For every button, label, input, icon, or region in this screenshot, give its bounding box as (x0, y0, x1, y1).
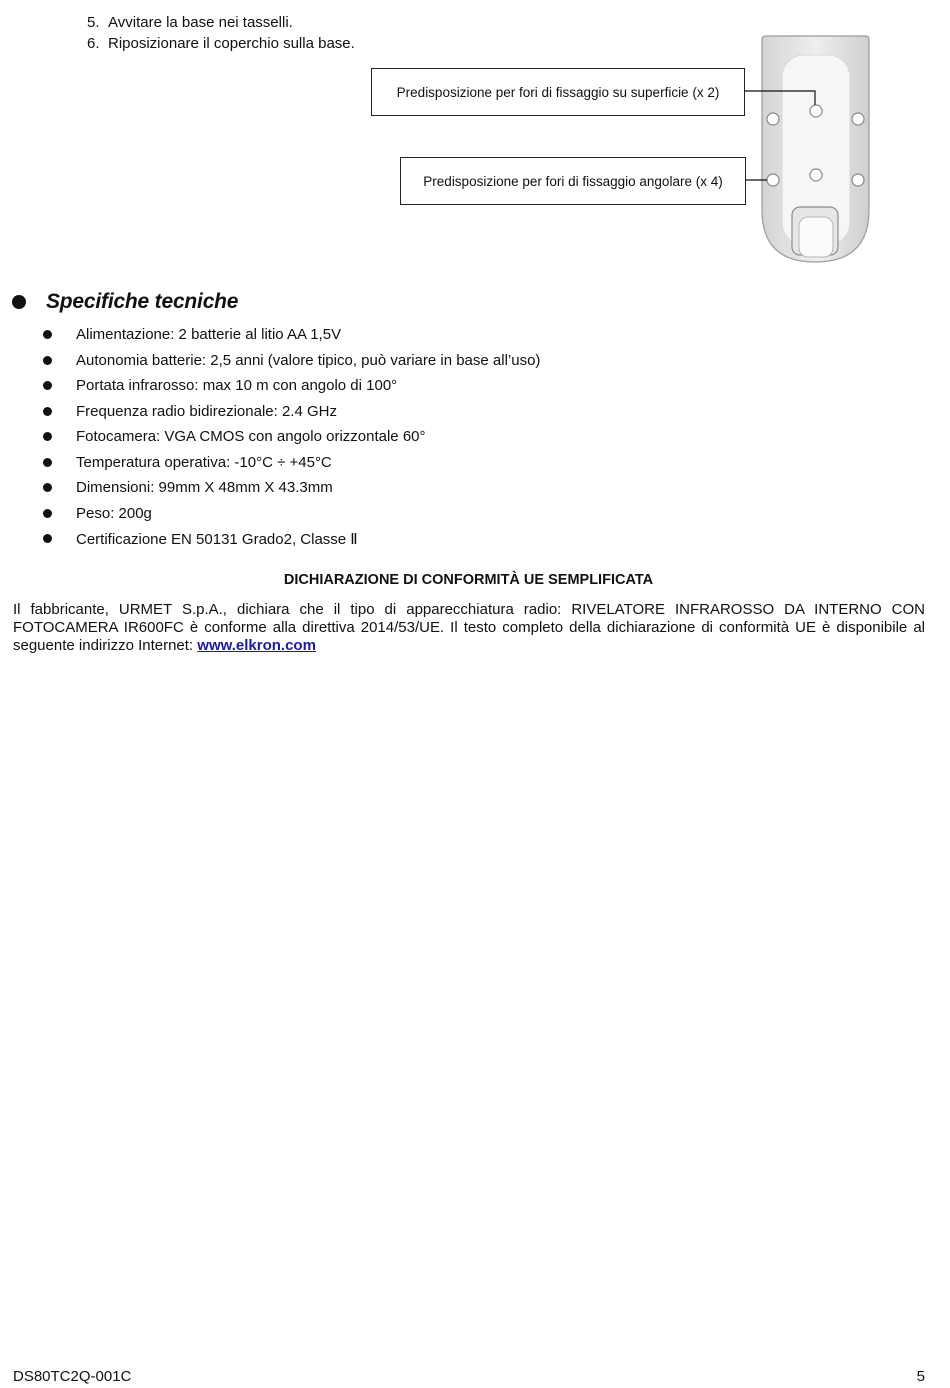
spec-item (43, 475, 540, 501)
bullet-icon (43, 458, 52, 467)
spec-text: Fotocamera: VGA CMOS con angolo orizzontale 60° (76, 428, 426, 446)
hole-corner-bottom-left (767, 174, 779, 186)
spec-text: Autonomia batterie: 2,5 anni (valore tipico, può variare in base all’uso) (76, 351, 541, 369)
spec-item (43, 501, 540, 527)
hole-surface-middle (810, 169, 822, 181)
spec-item (43, 450, 540, 476)
elkron-website-link[interactable]: www.elkron.com (197, 637, 316, 654)
specs-heading (12, 290, 238, 314)
spec-item (43, 348, 540, 374)
spec-text: Dimensioni: 99mm X 48mm X 43.3mm (76, 479, 333, 497)
hole-surface-top (810, 105, 822, 117)
specs-title: Specifiche tecniche (46, 290, 239, 313)
step-text: Avvitare la base nei tasselli. (108, 14, 293, 31)
spec-text: Temperatura operativa: -10°C ÷ +45°C (76, 453, 332, 471)
spec-text: Certificazione EN 50131 Grado2, Classe Ⅱ (76, 530, 358, 548)
battery-slot-inner (799, 217, 833, 257)
callout-corner-holes: Predisposizione per fori di fissaggio angolare (x 4) (400, 157, 746, 205)
callout-surface-holes: Predisposizione per fori di fissaggio su superficie (x 2) (371, 68, 745, 116)
spec-text: Frequenza radio bidirezionale: 2.4 GHz (76, 402, 337, 420)
bullet-icon (12, 295, 26, 309)
spec-text: Alimentazione: 2 batterie al litio AA 1,5V (76, 326, 342, 344)
bullet-icon (43, 432, 52, 441)
bullet-icon (43, 534, 52, 543)
step-number: 5. (87, 14, 100, 31)
bullet-icon (43, 509, 52, 518)
page-number: 5 (916, 1368, 925, 1385)
bullet-icon (43, 330, 52, 339)
bullet-icon (43, 407, 52, 416)
hole-corner-top-left (767, 113, 779, 125)
declaration-title: DICHIARAZIONE DI CONFORMITÀ UE SEMPLIFICATA (283, 572, 654, 588)
hole-corner-top-right (852, 113, 864, 125)
declaration-paragraph (13, 601, 925, 655)
spec-item (43, 373, 540, 399)
bullet-icon (43, 381, 52, 390)
spec-text: Portata infrarosso: max 10 m con angolo di 100° (76, 377, 398, 395)
declaration-text: Il fabbricante, URMET S.p.A., dichiara che il tipo di apparecchiatura radio: RIVELATORE INFRAROSSO DA INTERNO CON FOTOCAMERA IR600FC è conforme alla direttiva 2014/53/UE. Il testo completo della dichiarazione di conformità UE è disponibile al seguente indirizzo Internet: (13, 601, 925, 654)
hole-corner-bottom-right (852, 174, 864, 186)
step-number: 6. (87, 35, 100, 52)
spec-item (43, 399, 540, 425)
spec-item (43, 424, 540, 450)
specs-list (43, 322, 540, 552)
spec-item (43, 526, 540, 552)
document-code: DS80TC2Q-001C (13, 1368, 132, 1385)
step-text: Riposizionare il coperchio sulla base. (108, 35, 355, 52)
bullet-icon (43, 356, 52, 365)
spec-item (43, 322, 540, 348)
bullet-icon (43, 483, 52, 492)
spec-text: Peso: 200g (76, 504, 152, 522)
